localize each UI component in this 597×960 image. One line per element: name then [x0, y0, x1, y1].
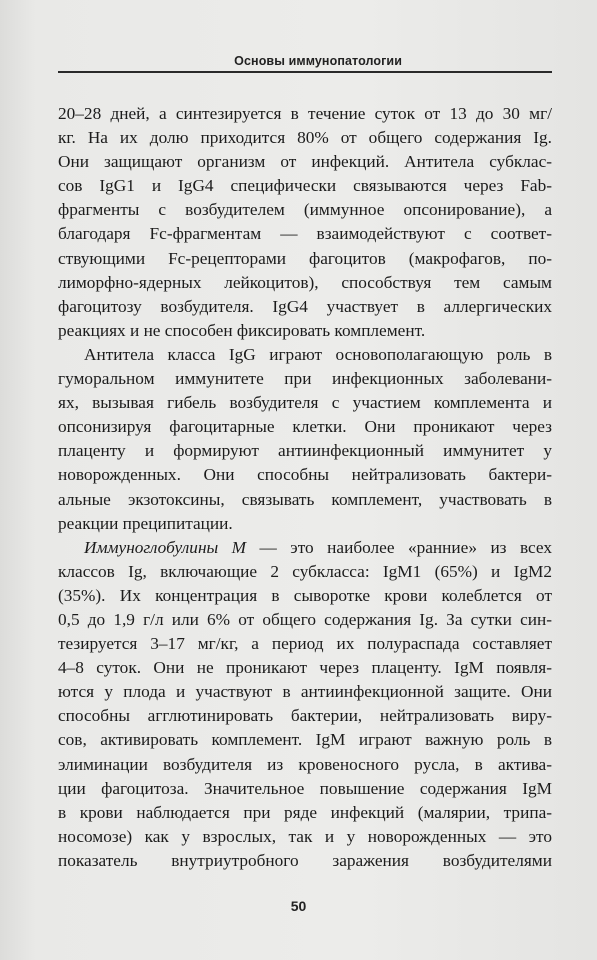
text-line: Антитела класса IgG играют основополагающую роль в: [84, 344, 552, 364]
text-line: реакции преципитации.: [58, 513, 233, 533]
text-line: (35%). Их концентрация в сыворотке крови колеблется от: [58, 585, 552, 605]
header-rule: [58, 71, 552, 73]
text-line: сов, активировать комплемент. IgM играют важную роль в: [58, 730, 552, 750]
text-line: фрагменты с возбудителем (иммунное опсонирование), а: [58, 200, 552, 220]
text-line: ции фагоцитоза. Значительное повышение содержания IgM: [58, 778, 552, 798]
italic-term: Иммуноглобулины М: [84, 537, 247, 557]
text-line: Они защищают организм от инфекций. Антитела субклас-: [58, 152, 552, 172]
page-number: 50: [290, 898, 307, 914]
text-line: ях, вызывая гибель возбудителя с участием комплемента и: [58, 393, 552, 413]
running-header: [58, 52, 552, 74]
text-line: альные экзотоксины, связывать комплемент, участвовать в: [58, 489, 552, 509]
text-line: показатель внутриутробного заражения возбудителями: [58, 850, 552, 870]
text-line: благодаря Fc-фрагментам — взаимодействуют с соответ-: [58, 224, 552, 244]
text-line: ствующими Fc-рецепторами фагоцитов (макрофагов, по-: [58, 248, 552, 268]
text-line: кг. На их долю приходится 80% от общего содержания Ig.: [58, 128, 552, 148]
text-line: фагоцитозу возбудителя. IgG4 участвует в аллергических: [58, 296, 552, 316]
text-line: тезируется 3–17 мг/кг, а период их полураспада составляет: [58, 634, 552, 654]
text-line: носомозе) как у взрослых, так и у новорожденных — это: [58, 826, 552, 846]
text-line: 20–28 дней, а синтезируется в течение суток от 13 до 30 мг/: [58, 104, 552, 123]
text-line: ются у плода и участвуют в антиинфекционной защите. Они: [58, 682, 552, 702]
text-line: способны агглютинировать бактерии, нейтрализовать виру-: [58, 706, 552, 726]
body-text: [58, 102, 552, 873]
text-fragment: — это наиболее «ранние» из всех: [246, 537, 552, 557]
text-line: плаценту и формируют антиинфекционный иммунитет у: [58, 441, 552, 461]
text-line: новорожденных. Они способны нейтрализовать бактери-: [58, 465, 552, 485]
text-line: [58, 536, 552, 560]
text-line: в крови наблюдается при ряде инфекций (малярии, трипа-: [58, 802, 552, 822]
running-header-title: Основы иммунопатологии: [234, 54, 402, 68]
text-line: классов Ig, включающие 2 субкласса: IgM1 (65%) и IgM2: [58, 561, 552, 581]
text-line: лиморфно-ядерных лейкоцитов), способствуя тем самым: [58, 272, 552, 292]
text-line: элиминации возбудителя из кровеносного русла, в актива-: [58, 754, 552, 774]
text-line: опсонизируя фагоцитарные клетки. Они проникают через: [58, 417, 552, 437]
text-line: 0,5 до 1,9 г/л или 6% от общего содержания Ig. За сутки син-: [58, 609, 552, 629]
text-line: сов IgG1 и IgG4 специфически связываются через Fab-: [58, 176, 552, 196]
text-line: 4–8 суток. Они не проникают через плаценту. IgM появля-: [58, 658, 552, 678]
text-line: гуморальном иммунитете при инфекционных заболевани-: [58, 369, 552, 389]
text-line: реакциях и не способен фиксировать комплемент.: [58, 320, 426, 340]
